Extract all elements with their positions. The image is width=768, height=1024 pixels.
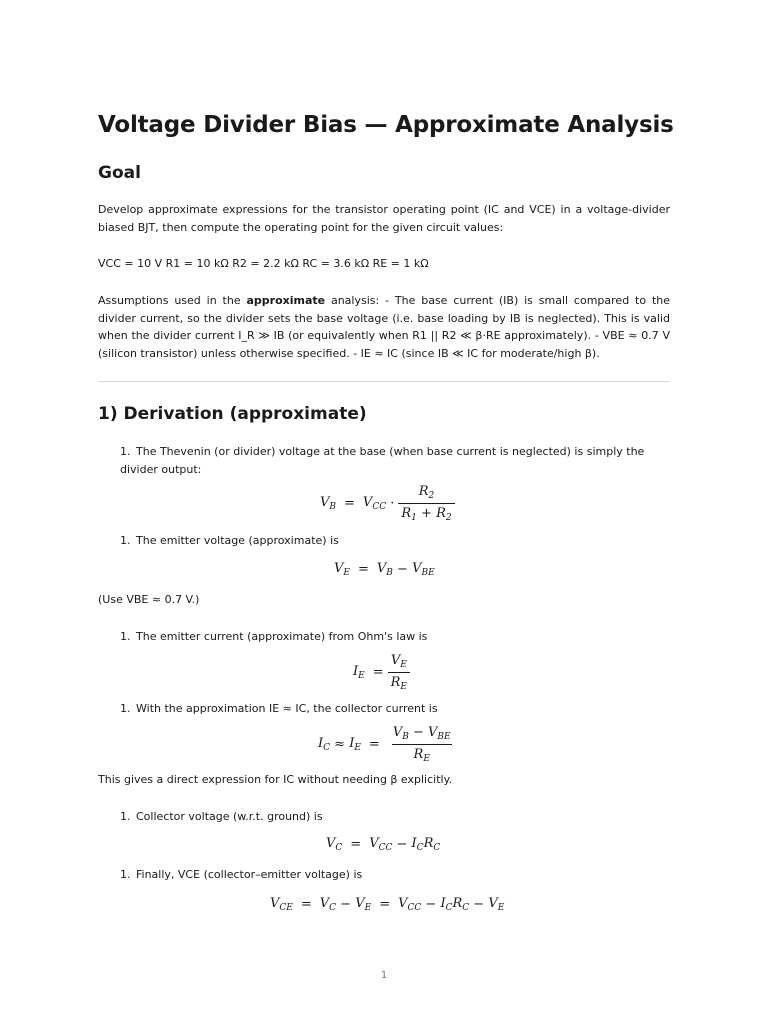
list-item: 1. Collector voltage (w.r.t. ground) is	[120, 810, 323, 823]
circuit-values: VCC = 10 V R1 = 10 kΩ R2 = 2.2 kΩ RC = 3.6 kΩ RE = 1 kΩ	[98, 257, 429, 270]
page-number: 1	[380, 970, 388, 981]
approximate-emphasis: approximate	[246, 294, 326, 307]
equation-ic: $I_C$ ≈ $I_E$ = $\frac{V_B - V_{BE}}{R_E}$	[318, 725, 451, 764]
list-item: 1. The Thevenin (or divider) voltage at the base (when base current is neglected) is simply the divider output:	[120, 445, 645, 476]
section-divider	[98, 381, 670, 382]
equation-ie: $I_E$ = $\frac{V_E}{R_E}$	[353, 653, 414, 692]
note-vbe: (Use VBE ≈ 0.7 V.)	[98, 593, 200, 606]
equation-vce: $V_{CE}$ = $V_C$ − $V_E$ = $V_{CC}$ − $I_CR_C$ − $V_E$	[270, 896, 505, 913]
goal-paragraph: Develop approximate expressions for the transistor operating point (IC and VCE) in a voltage-divider biased BJT, then compute the operating point for the given circuit values:	[98, 203, 670, 234]
equation-vc: $V_C$ = $V_{CC}$ − $I_CR_C$	[326, 836, 441, 853]
list-item: 1. The emitter current (approximate) from Ohm's law is	[120, 630, 428, 643]
list-item: 1. The emitter voltage (approximate) is	[120, 534, 339, 547]
list-item: 1. With the approximation IE ≈ IC, the collector current is	[120, 702, 438, 715]
equation-ve: $V_E$ = $V_B$ − $V_{BE}$	[334, 561, 435, 578]
assumptions-paragraph: Assumptions used in the approximate analysis: - The base current (IB) is small compared to the divider current, so the divider sets the base voltage (i.e. base loading by IB is neglected). This is valid when the divider current I_R ≫ IB (or equivalently when R1 || R2 ≪ β·RE approximately). - VBE ≈ 0.7 V (silicon transistor) unless otherwise specified. - IE ≈ IC (since IB ≪ IC for moderate/high β).	[98, 294, 671, 360]
goal-heading: Goal	[98, 163, 141, 183]
derivation-heading: 1) Derivation (approximate)	[98, 404, 367, 424]
list-item: 1. Finally, VCE (collector–emitter voltage) is	[120, 868, 363, 881]
equation-vb: $V_B$ = $V_{CC}$ · $\frac{R_2}{R_1 + R_2}$	[320, 484, 459, 523]
page-title: Voltage Divider Bias — Approximate Analysis	[98, 112, 674, 138]
note-beta: This gives a direct expression for IC without needing β explicitly.	[98, 773, 453, 786]
